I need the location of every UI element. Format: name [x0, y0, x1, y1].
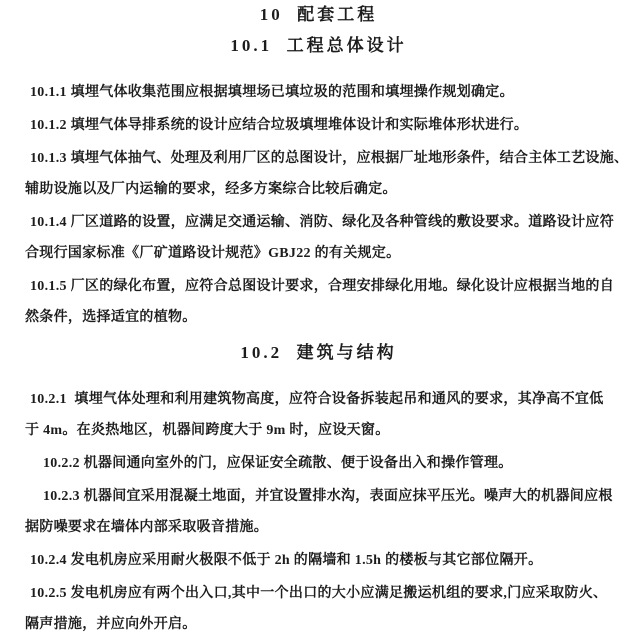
- text-line: 10.1.4 厂区道路的设置，应满足交通运输、消防、绿化及各种管线的敷设要求。道路设计应符: [30, 215, 614, 230]
- paragraph-10-2-1: [25, 384, 612, 446]
- paragraph-10-1-3: [25, 143, 629, 205]
- paragraph-10-1-1: [25, 77, 612, 108]
- text-line: 10.2.5 发电机房应有两个出入口,其中一个出口的大小应满足搬运机组的要求,门应采取防火、: [30, 586, 608, 601]
- text-line: 10.2.3 机器间宜采用混凝土地面，并宜设置排水沟，表面应抹平压光。噪声大的机器间应根: [43, 489, 613, 504]
- paragraph-10-2-3: [25, 481, 612, 543]
- paragraph-10-1-5: [25, 271, 612, 333]
- paragraph-10-1-4: [25, 207, 612, 269]
- text-line: 合现行国家标准《厂矿道路设计规范》GBJ22 的有关规定。: [25, 246, 401, 261]
- text-line: 10.2.2 机器间通向室外的门，应保证安全疏散、便于设备出入和操作管理。: [43, 456, 513, 471]
- text-line: 10.2.1 填埋气体处理和利用建筑物高度，应符合设备拆装起吊和通风的要求，其净高不宜低: [30, 392, 604, 407]
- text-line: 据防噪要求在墙体内部采取吸音措施。: [25, 520, 269, 535]
- section-heading-10-1: 10.1 工程总体设计: [230, 36, 407, 55]
- text-line: 辅助设施以及厂内运输的要求，经多方案综合比较后确定。: [25, 182, 397, 197]
- text-line: 然条件，选择适宜的植物。: [25, 310, 197, 325]
- paragraph-10-2-5: [25, 578, 612, 640]
- text-line: 10.1.3 填埋气体抽气、处理及利用厂区的总图设计，应根据厂址地形条件，结合主体工艺设施、: [30, 151, 629, 166]
- paragraph-10-2-4: [25, 545, 612, 576]
- paragraph-10-1-2: [25, 110, 612, 141]
- chapter-title: 10 配套工程: [259, 5, 378, 24]
- paragraph-10-2-2: [25, 448, 612, 479]
- text-line: 10.1.5 厂区的绿化布置，应符合总图设计要求，合理安排绿化用地。绿化设计应根据当地的自: [30, 279, 614, 294]
- text-line: 于 4m。在炎热地区，机器间跨度大于 9m 时，应设天窗。: [25, 423, 390, 438]
- text-line: 10.1.2 填埋气体导排系统的设计应结合垃圾填埋堆体设计和实际堆体形状进行。: [30, 118, 529, 133]
- text-line: 10.2.4 发电机房应采用耐火极限不低于 2h 的隔墙和 1.5h 的楼板与其它部位隔开。: [30, 553, 543, 568]
- text-line: 隔声措施，并应向外开启。: [25, 617, 197, 632]
- section-heading-10-2: 10.2 建筑与结构: [240, 343, 397, 362]
- text-line: 10.1.1 填埋气体收集范围应根据填埋场已填垃圾的范围和填埋操作规划确定。: [30, 85, 514, 100]
